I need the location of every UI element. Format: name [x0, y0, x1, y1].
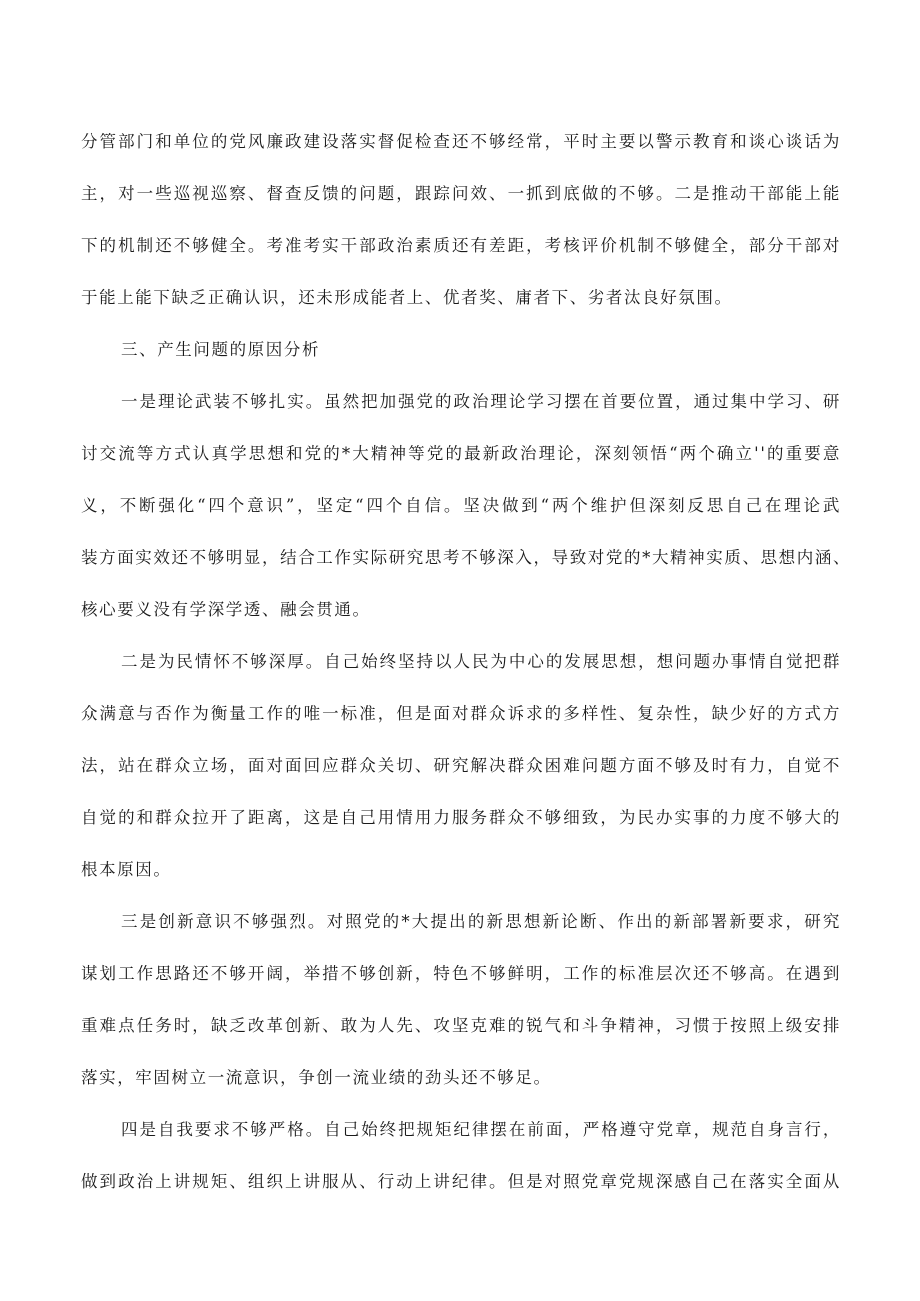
body-text-line: 谋划工作思路还不够开阔，举措不够创新，特色不够鲜明，工作的标准层次还不够高。在遇到 — [81, 964, 841, 983]
paragraph-first-line: 一是理论武装不够扎实。虽然把加强党的政治理论学习摆在首要位置，通过集中学习、研 — [121, 392, 841, 411]
paragraph-first-line: 三是创新意识不够强烈。对照党的*大提出的新思想新论断、作出的新部署新要求，研究 — [121, 912, 841, 931]
body-text-line: 重难点任务时，缺乏改革创新、敢为人先、攻坚克难的锐气和斗争精神，习惯于按照上级安排 — [81, 1016, 841, 1035]
body-text-line: 主，对一些巡视巡察、督查反馈的问题，跟踪问效、一抓到底做的不够。二是推动干部能上能 — [81, 184, 841, 203]
body-text-line: 讨交流等方式认真学思想和党的*大精神等党的最新政治理论，深刻领悟“两个确立''的重要意 — [81, 444, 841, 463]
paragraph-first-line: 四是自我要求不够严格。自己始终把规矩纪律摆在前面，严格遵守党章，规范自身言行， — [121, 1120, 841, 1139]
body-text-line: 落实，牢固树立一流意识，争创一流业绩的劲头还不够足。 — [81, 1068, 552, 1087]
body-text-line: 分管部门和单位的党风廉政建设落实督促检查还不够经常，平时主要以警示教育和谈心谈话为 — [81, 132, 841, 151]
section-heading: 三、产生问题的原因分析 — [121, 340, 321, 359]
body-text-line: 做到政治上讲规矩、组织上讲服从、行动上讲纪律。但是对照党章党规深感自己在落实全面从 — [81, 1172, 841, 1191]
body-text-line: 自觉的和群众拉开了距离，这是自己用情用力服务群众不够细致，为民办实事的力度不够大的 — [81, 808, 841, 827]
body-text-line: 核心要义没有学深学透、融会贯通。 — [81, 600, 371, 619]
body-text-line: 法，站在群众立场，面对面回应群众关切、研究解决群众困难问题方面不够及时有力，自觉不 — [81, 756, 841, 775]
body-text-line: 下的机制还不够健全。考准考实干部政治素质还有差距，考核评价机制不够健全，部分干部对 — [81, 236, 841, 255]
body-text-line: 根本原因。 — [81, 860, 172, 879]
body-text-line: 于能上能下缺乏正确认识，还未形成能者上、优者奖、庸者下、劣者汰良好氛围。 — [81, 288, 733, 307]
body-text-line: 义，不断强化“四个意识”，坚定“四个自信。坚决做到“两个维护但深刻反思自己在理论武 — [81, 496, 841, 515]
paragraph-first-line: 二是为民情怀不够深厚。自己始终坚持以人民为中心的发展思想，想问题办事情自觉把群 — [121, 652, 841, 671]
body-text-line: 众满意与否作为衡量工作的唯一标准，但是面对群众诉求的多样性、复杂性，缺少好的方式方 — [81, 704, 841, 723]
body-text-line: 装方面实效还不够明显，结合工作实际研究思考不够深入，导致对党的*大精神实质、思想内涵、 — [81, 548, 852, 567]
